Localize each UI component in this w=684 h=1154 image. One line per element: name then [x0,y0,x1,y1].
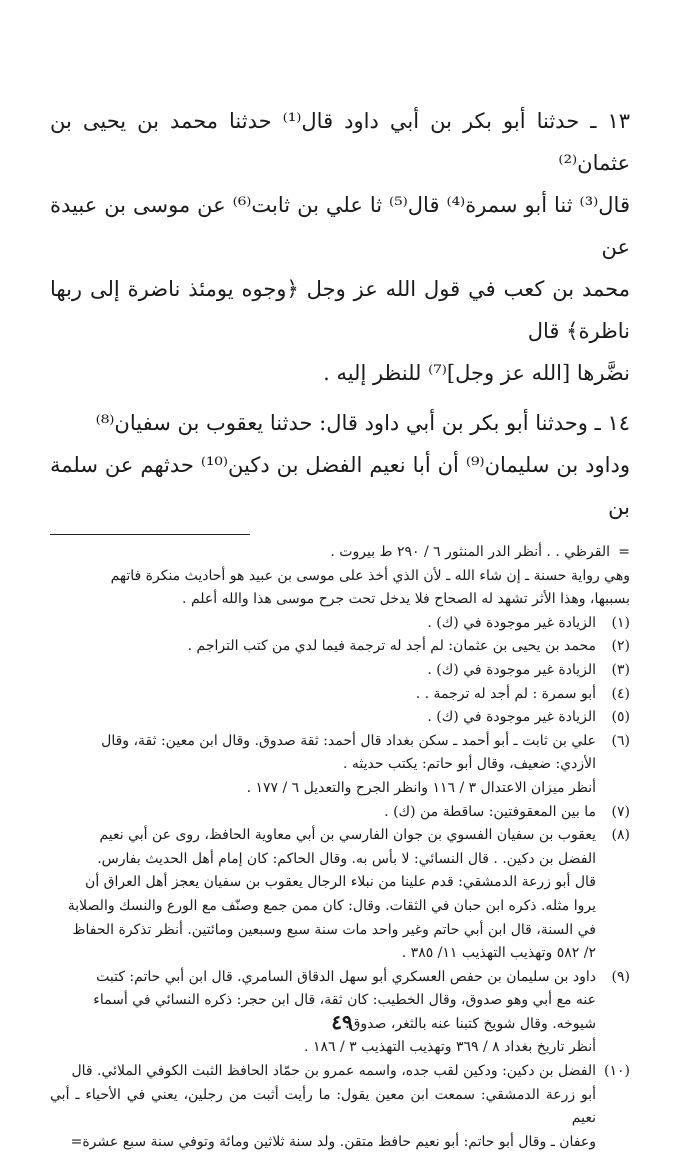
footnote-line: الأزدي: ضعيف، وقال أبو حاتم: يكتب حديثه . [342,756,596,773]
footnote-text [50,730,596,801]
footnote-line: داود بن سليمان بن حفص العسكري أبو سهل الدقاق السامري. قال ابن أبي حاتم: كتبت [96,968,596,985]
footnote-line: يعقوب بن سفيان الفسوي بن جوان الفارسي بن أبي معاوية الحافظ، روى عن أبي نعيم [99,827,596,844]
footnote-line: عنه مع أبي وهو صدوق، وقال الخطيب: كان ثقة، قال ابن حجر: ذكره النسائي في أسماء [93,992,596,1009]
footnote-line: الزيادة غير موجودة في (ك) . [427,709,596,726]
continuation-mark: = [618,544,630,560]
footnote-list [50,612,630,1154]
continuation-line: القرظي . . أنظر الدر المنثور ٦ / ٢٩٠ ط بيروت . [330,544,610,560]
footnote-number: (١) [611,614,630,631]
page-body [50,100,630,1154]
footnote-separator [50,534,630,535]
footnote-item [50,612,630,636]
footnote-line: أبو زرعة الدمشقي: سمعت ابن معين يقول: ما رأيت أثبت من رجلين، يعني في الأحياء ـ أبي نعيم [50,1086,596,1127]
footnote-line: يروا مثله. ذكره ابن حبان في الثقات. وقال: كان ممن جمع وصنّف مع الورع والنسك والصلابة [67,897,596,914]
footnote-text [50,612,596,636]
footnote-line: الزيادة غير موجودة في (ك) . [427,661,596,678]
hadith-13-line-2: قال⁽³⁾ ثنا أبو سمرة⁽⁴⁾ قال⁽⁵⁾ ثا علي بن ثابت⁽⁶⁾ عن موسى بن عبيدة عن [50,193,630,259]
footnote-line: وعفان ـ وقال أبو حاتم: أبو نعيم حافظ متقن. ولد سنة ثلاثين ومائة وتوفي سنة سبع عشرة= [70,1133,596,1150]
footnote-number: (٦) [611,732,630,749]
footnote-number: (٤) [611,685,630,702]
footnote-item [50,1060,630,1154]
footnote-line: الفضل بن دكين. . قال النسائي: لا بأس به. وقال الحاكم: كان إمام أهل الحديث بفارس. [97,850,596,867]
footnote-line: شيوخه. وقال شويخ كتبنا عنه بالثغر، صدوق. [345,1015,596,1032]
footnote-text [50,635,596,659]
footnotes [50,541,630,1154]
footnote-continuation [50,541,630,565]
footnote-number: (٧) [611,803,630,820]
footnote-line: الزيادة غير موجودة في (ك) . [427,614,596,631]
footnote-line: علي بن ثابت ـ أبو أحمد ـ سكن بغداد قال أحمد: ثقة صدوق. وقال ابن معين: ثقة، وقال [101,732,596,749]
main-text [50,100,630,528]
footnote-number: (٣) [611,661,630,678]
footnote-number: (٢) [611,638,630,655]
footnote-line: محمد بن يحيى بن عثمان: لم أجد له ترجمة فيما لدي من كتب التراجم . [187,638,596,655]
footnote-item [50,801,630,825]
footnote-item [50,659,630,683]
hadith-13-line-3: محمد بن كعب في قول الله عز وجل ﴿وجوه يومئذ ناضرة إلى ربها ناظرة﴾ قال [50,277,630,343]
continuation-line: وهي رواية حسنة ـ إن شاء الله ـ لأن الذي أخذ على موسى بن عبيد هو أحاديث منكرة فاتهم [110,567,630,584]
footnote-text [50,659,596,683]
continuation-line: بسببها، وهذا الأثر تشهد له الصحاح فلا يدخل تحت جرح موسى هذا والله أعلم . [182,591,630,608]
footnote-item [50,635,630,659]
footnote-text [50,706,596,730]
page-number: ٤٩ [331,1010,353,1034]
footnote-text [50,824,596,966]
footnote-item [50,683,630,707]
hadith-13-line-1: ١٣ ـ حدثنا أبو بكر بن أبي داود قال⁽¹⁾ حدثنا محمد بن يحيى بن عثمان⁽²⁾ [50,109,630,175]
footnote-line: ٢/ ٥٨٢ وتهذيب التهذيب ١١/ ٣٨٥ . [401,945,596,962]
footnote-number: (٨) [611,827,630,844]
hadith-14-line-1: ١٤ ـ وحدثنا أبو بكر بن أبي داود قال: حدثنا يعقوب بن سفيان⁽⁸⁾ [95,411,630,435]
footnote-line: أنظر ميزان الاعتدال ٣ / ١١٦ وانظر الجرح والتعديل ٦ / ١٧٧ . [246,779,596,796]
footnote-text [50,801,596,825]
footnote-item [50,824,630,966]
footnote-number: (١٠) [604,1063,630,1080]
footnote-text [50,1060,596,1154]
footnote-item [50,706,630,730]
footnote-line: الفضل بن دكين: ودكين لقب جده، واسمه عمرو بن حمّاد الحافظ الثبت الكوفي الملائي. قال [71,1063,596,1080]
footnote-number: (٩) [611,968,630,985]
footnote-line: ما بين المعقوفتين: ساقطة من (ك) . [384,803,596,820]
footnote-line: أنظر تاريخ بغداد ٨ / ٣٦٩ وتهذيب التهذيب ٣ / ١٨٦ . [304,1039,596,1056]
hadith-13-line-4: نضَّرها [الله عز وجل]⁽⁷⁾ للنظر إليه . [323,361,630,385]
footnote-item [50,730,630,801]
footnote-text [50,683,596,707]
footnote-line: قال أبو زرعة الدمشقي: قدم علينا من نبلاء الرجال يعقوب بن سفيان يعجز أهل العراق أن [85,874,596,891]
hadith-14-line-2: وداود بن سليمان⁽⁹⁾ أن أبا نعيم الفضل بن دكين⁽¹⁰⁾ حدثهم عن سلمة بن [50,453,630,519]
footnote-line: أبو سمرة : لم أجد له ترجمة . . [415,685,596,702]
footnote-number: (٥) [611,709,630,726]
footnote-line: في السنة، قال ابن أبي حاتم وغير واحد مات سنة سبع وسبعين ومائتين. أنظر تذكرة الحفاظ [72,921,596,938]
